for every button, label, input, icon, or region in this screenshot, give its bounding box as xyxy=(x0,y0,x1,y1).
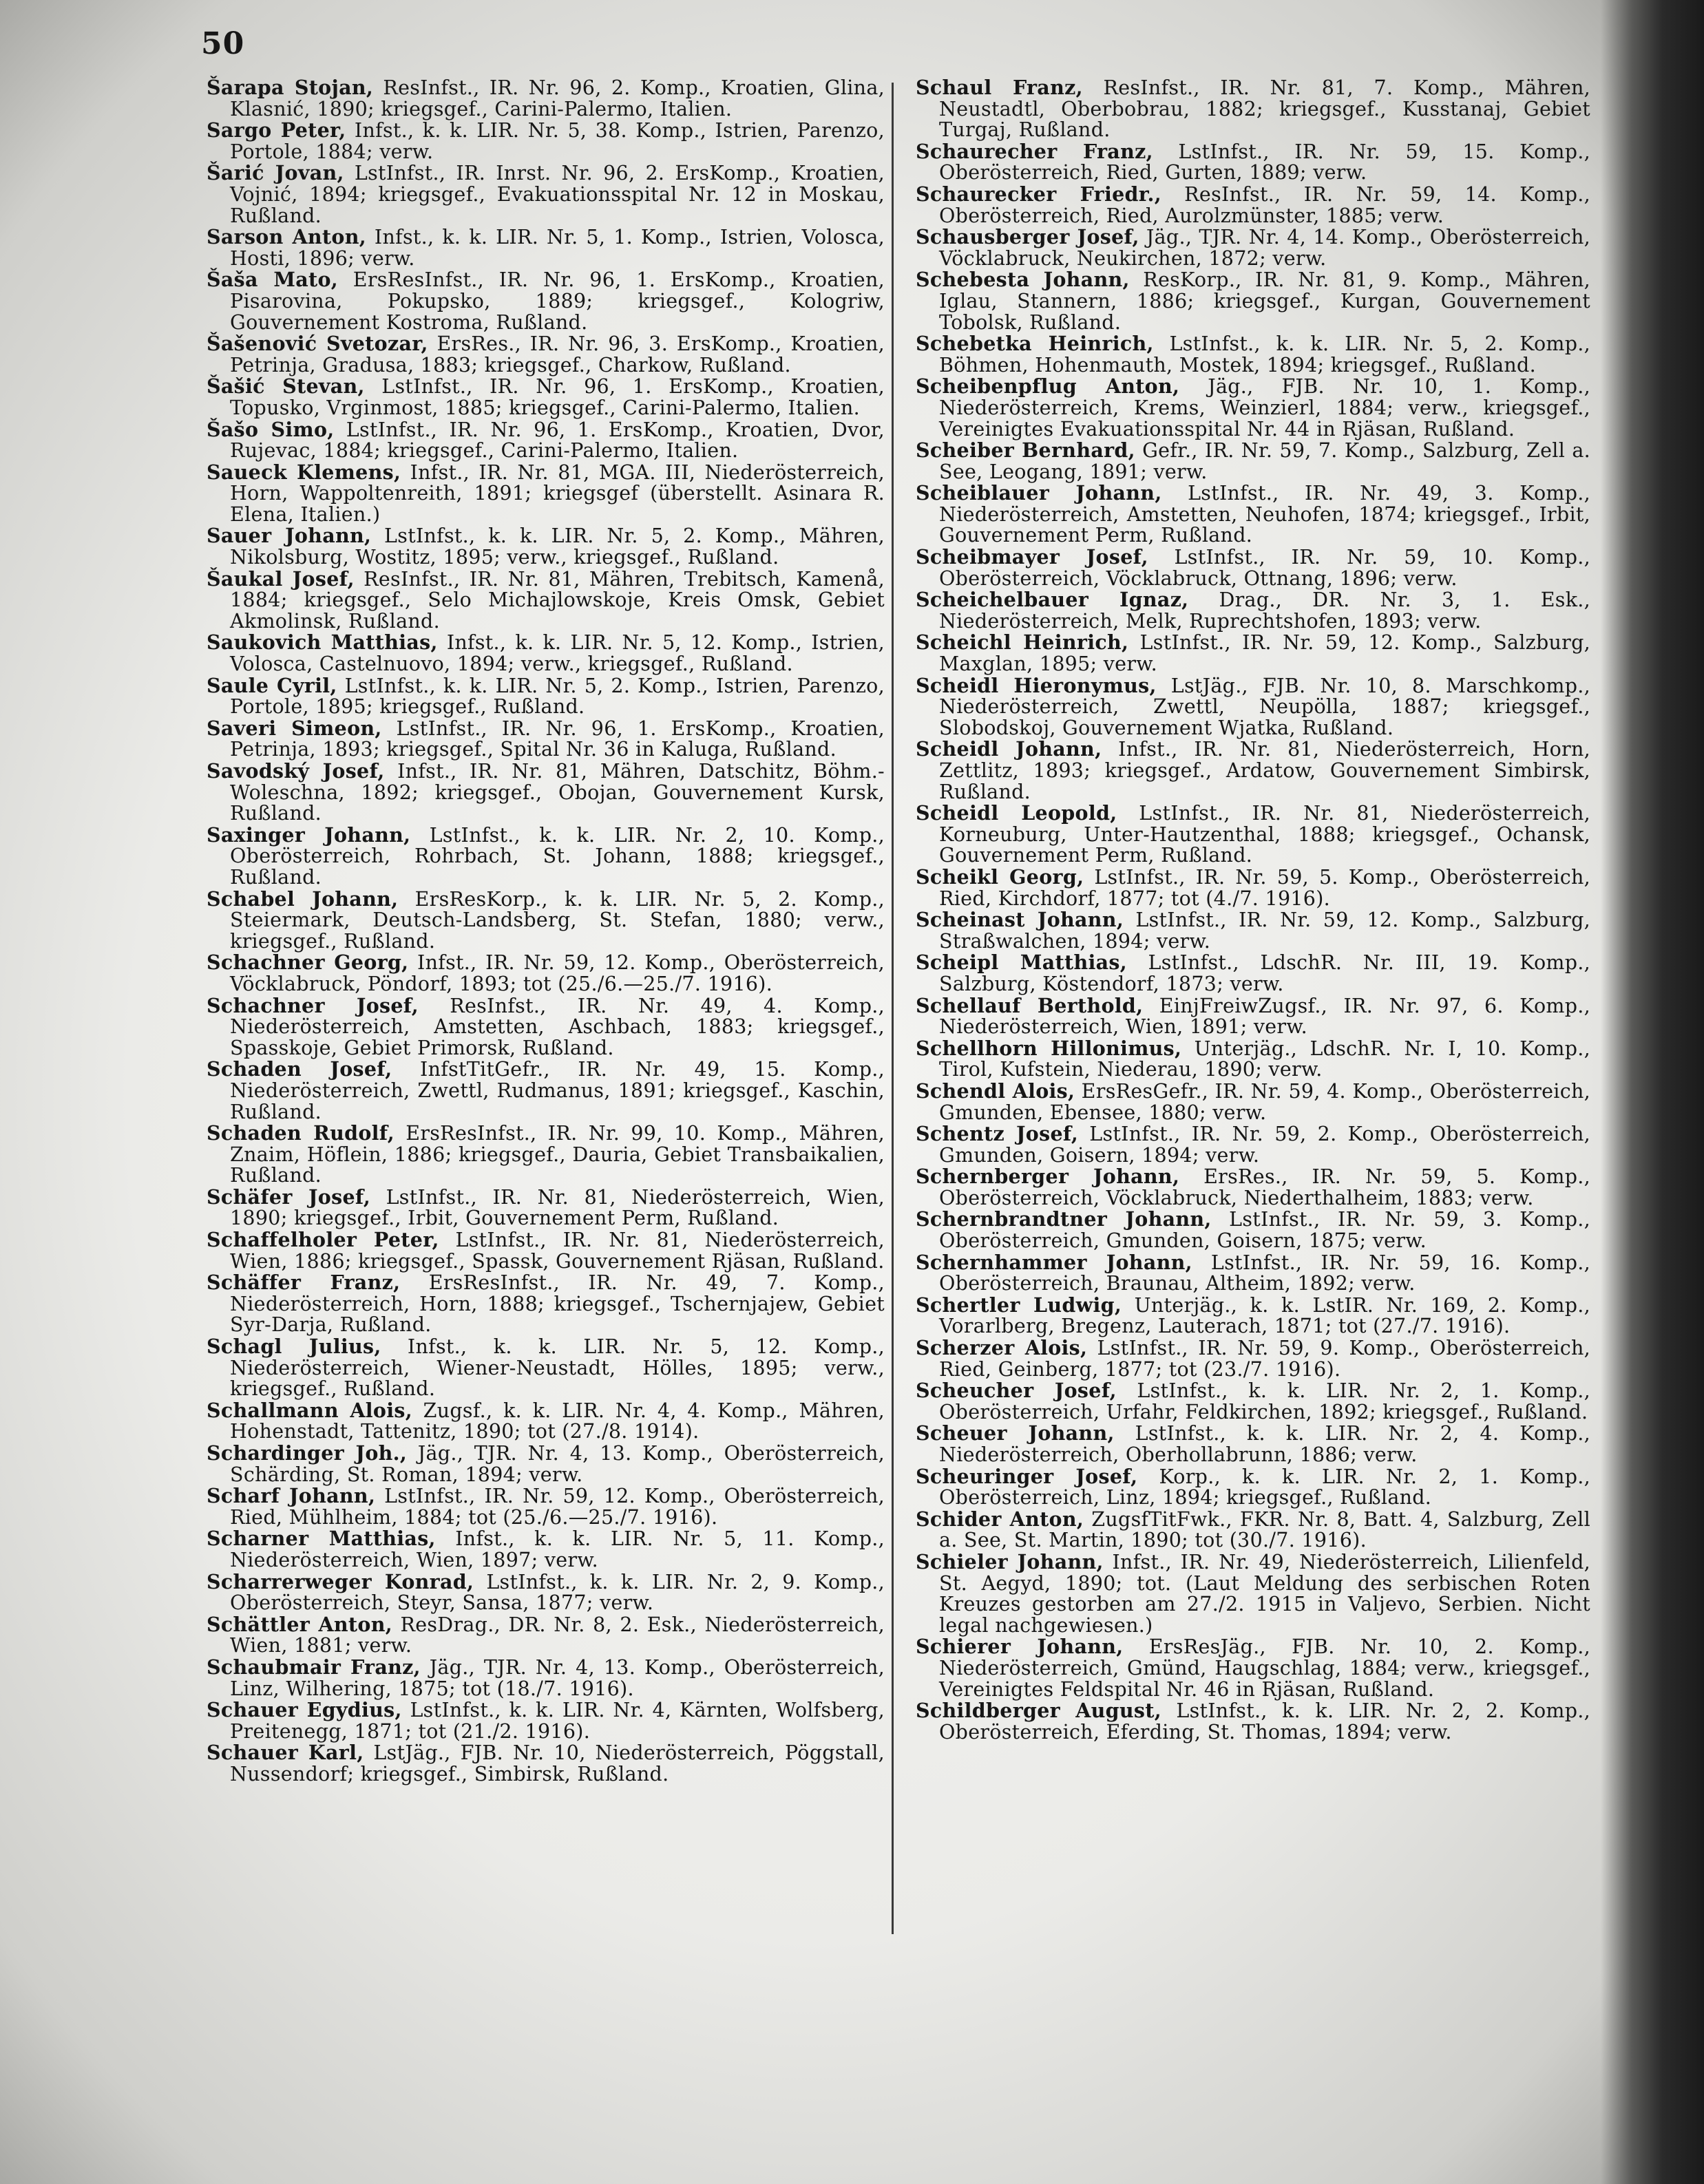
list-entry xyxy=(916,995,1590,1038)
list-entry xyxy=(916,867,1590,909)
entry-details: Infst., k. k. LIR. Nr. 5, 11. Komp., Niederösterreich, Wien, 1897; verw. xyxy=(230,1527,885,1571)
list-entry xyxy=(207,226,885,269)
entry-name: Scheidl Johann, xyxy=(916,737,1102,761)
entry-name: Scheuringer Josef, xyxy=(916,1464,1138,1488)
entry-name: Schauer Egydius, xyxy=(207,1698,402,1722)
entry-details: LstInfst., IR. Nr. 59, 12. Komp., Salzburg, Maxglan, 1895; verw. xyxy=(939,631,1590,676)
list-entry xyxy=(916,141,1590,184)
entry-details: ErsResInfst., IR. Nr. 99, 10. Komp., Mähren, Znaim, Höflein, 1886; kriegsgef., Dauria, Gebiet Transbaikalien, Rußland. xyxy=(230,1122,885,1187)
entry-name: Šaukal Josef, xyxy=(207,566,355,591)
list-entry xyxy=(207,1272,885,1336)
entry-details: ResInfst., IR. Nr. 49, 4. Komp., Niederösterreich, Amstetten, Aschbach, 1883; kriegsgef., Spasskoje, Gebiet Primorsk, Rußland. xyxy=(230,994,885,1059)
entry-name: Schendl Alois, xyxy=(916,1079,1075,1103)
entry-name: Schellauf Berthold, xyxy=(916,993,1144,1017)
entry-details: ZugsfTitFwk., FKR. Nr. 8, Batt. 4, Salzburg, Zell a. See, St. Martin, 1890; tot (30./7. 1916). xyxy=(939,1507,1590,1552)
entry-details: Infst., k. k. LIR. Nr. 5, 1. Komp., Istrien, Volosca, Hosti, 1896; verw. xyxy=(230,226,885,270)
entry-name: Schider Anton, xyxy=(916,1507,1084,1531)
entry-name: Šaša Mato, xyxy=(207,268,338,292)
entry-details: LstInfst., k. k. LIR. Nr. 2, 9. Komp., Oberösterreich, Steyr, Sansa, 1877; verw. xyxy=(230,1570,885,1615)
entry-name: Schabel Johann, xyxy=(207,887,399,911)
entry-details: LstInfst., IR. Nr. 96, 1. ErsKomp., Kroatien, Topusko, Vrginmost, 1885; kriegsgef., Carini-Palermo, Italien. xyxy=(230,375,885,419)
entry-name: Scheichl Heinrich, xyxy=(916,630,1129,655)
list-entry xyxy=(207,419,885,462)
list-entry xyxy=(916,909,1590,952)
entry-name: Schaurecher Franz, xyxy=(916,139,1153,163)
list-entry xyxy=(916,1551,1590,1636)
entry-name: Šašić Stevan, xyxy=(207,374,365,399)
entry-details: LstInfst., IR. Nr. 49, 3. Komp., Niederösterreich, Amstetten, Neuhofen, 1874; kriegsgef., Irbit, Gouvernement Perm, Rußland. xyxy=(939,482,1590,547)
entry-name: Scheipl Matthias, xyxy=(916,951,1127,975)
list-entry xyxy=(207,952,885,995)
entry-name: Savodský Josef, xyxy=(207,759,385,783)
list-entry xyxy=(207,1699,885,1742)
list-entry xyxy=(916,1123,1590,1166)
entry-name: Schertler Ludwig, xyxy=(916,1293,1122,1317)
entry-name: Scherzer Alois, xyxy=(916,1336,1088,1360)
list-entry xyxy=(916,1038,1590,1081)
entry-details: LstInfst., k. k. LIR. Nr. 5, 2. Komp., Istrien, Parenzo, Portole, 1895; kriegsgef., Rußland. xyxy=(230,674,885,719)
entry-name: Schernbrandtner Johann, xyxy=(916,1207,1212,1231)
list-entry xyxy=(207,675,885,718)
list-entry xyxy=(207,1528,885,1571)
entry-details: Infst., IR. Nr. 81, Niederösterreich, Horn, Zettlitz, 1893; kriegsgef., Ardatow, Gouvernement Simbirsk, Rußland. xyxy=(939,738,1591,803)
entry-details: Zugsf., k. k. LIR. Nr. 4, 4. Komp., Mähren, Hohenstadt, Tattenitz, 1890; tot (27./8. 1914). xyxy=(230,1399,885,1443)
entry-details: LstInfst., IR. Nr. 81, Niederösterreich, Wien, 1886; kriegsgef., Spassk, Gouvernement Rjäsan, Rußland. xyxy=(230,1229,885,1273)
list-entry xyxy=(207,162,885,226)
entry-name: Sauer Johann, xyxy=(207,524,372,548)
list-entry xyxy=(207,1443,885,1485)
scan-dark-edge xyxy=(1601,0,1704,2184)
list-entry xyxy=(207,1187,885,1229)
entry-details: LstInfst., k. k. LIR. Nr. 2, 1. Komp., Oberösterreich, Urfahr, Feldkirchen, 1892; kriegsgef., Rußland. xyxy=(939,1379,1591,1423)
entry-name: Schättler Anton, xyxy=(207,1612,392,1636)
entry-details: LstInfst., k. k. LIR. Nr. 5, 2. Komp., Mähren, Nikolsburg, Wostitz, 1895; verw., kriegsgef., Rußland. xyxy=(230,524,885,569)
entry-details: ResInfst., IR. Nr. 81, Mähren, Trebitsch, Kamenå, 1884; kriegsgef., Selo Michajlowskoje, Kreis Omsk, Gebiet Akmolinsk, Rußland. xyxy=(230,567,885,633)
entry-details: LstInfst., k. k. LIR. Nr. 2, 10. Komp., Oberösterreich, Rohrbach, St. Johann, 1888; kriegsgef., Rußland. xyxy=(230,823,885,889)
entry-details: LstInfst., k. k. LIR. Nr. 2, 4. Komp., Niederösterreich, Oberhollabrunn, 1886; verw. xyxy=(939,1422,1591,1466)
entry-details: ResInfst., IR. Nr. 81, 7. Komp., Mähren, Neustadtl, Oberbobrau, 1882; kriegsgef., Kusstanaj, Gebiet Turgaj, Rußland. xyxy=(939,76,1590,142)
entry-name: Scheinast Johann, xyxy=(916,908,1124,932)
entry-details: Unterjäg., LdschR. Nr. I, 10. Komp., Tirol, Kufstein, Niederau, 1890; verw. xyxy=(939,1037,1590,1081)
entry-name: Schaul Franz, xyxy=(916,76,1083,99)
entry-details: LstInfst., IR. Nr. 96, 1. ErsKomp., Kroatien, Dvor, Rujevac, 1884; kriegsgef., Carini-Palermo, Italien. xyxy=(230,418,885,463)
entry-name: Šašo Simo, xyxy=(207,417,335,441)
entry-name: Saule Cyril, xyxy=(207,673,337,697)
entry-name: Schaden Rudolf, xyxy=(207,1121,395,1145)
list-entry xyxy=(207,995,885,1059)
entry-name: Schallmann Alois, xyxy=(207,1398,412,1422)
entry-name: Scheiber Bernhard, xyxy=(916,438,1135,463)
list-entry xyxy=(916,1252,1590,1295)
entry-name: Scheiblauer Johann, xyxy=(916,481,1162,505)
entry-details: Infst., k. k. LIR. Nr. 5, 38. Komp., Istrien, Parenzo, Portole, 1884; verw. xyxy=(230,119,885,163)
entry-details: Drag., DR. Nr. 3, 1. Esk., Niederösterreich, Melk, Ruprechtshofen, 1893; verw. xyxy=(939,589,1591,633)
entry-details: Korp., k. k. LIR. Nr. 2, 1. Komp., Oberösterreich, Linz, 1894; kriegsgef., Rußland. xyxy=(939,1465,1590,1509)
entry-details: Unterjäg., k. k. LstIR. Nr. 169, 2. Komp., Vorarlberg, Bregenz, Lauterach, 1871; tot (27./7. 1916). xyxy=(939,1293,1590,1338)
list-entry xyxy=(916,632,1590,675)
entry-details: LstInfst., IR. Nr. 59, 9. Komp., Oberösterreich, Ried, Geinberg, 1877; tot (23./7. 1916). xyxy=(939,1337,1590,1381)
list-entry xyxy=(207,632,885,675)
entry-name: Schaden Josef, xyxy=(207,1057,392,1081)
list-entry xyxy=(207,120,885,162)
list-entry xyxy=(916,1423,1590,1465)
entry-name: Sarson Anton, xyxy=(207,225,366,249)
list-entry xyxy=(207,1657,885,1699)
entry-details: Jäg., FJB. Nr. 10, 1. Komp., Niederösterreich, Krems, Weinzierl, 1884; verw., kriegsgef., Vereinigtes Evakuationsspital Nr. 44 in Rjäsan, Rußland. xyxy=(939,375,1590,441)
list-entry xyxy=(916,1166,1590,1209)
entry-name: Sargo Peter, xyxy=(207,118,346,142)
entry-details: Jäg., TJR. Nr. 4, 13. Komp., Oberösterreich, Schärding, St. Roman, 1894; verw. xyxy=(230,1442,885,1486)
entry-details: ErsResJäg., FJB. Nr. 10, 2. Komp., Niederösterreich, Gmünd, Haugschlag, 1884; verw., kriegsgef., Vereinigtes Feldspital Nr. 46 in Rjäsan, Rußland. xyxy=(939,1635,1591,1701)
list-entry xyxy=(916,1209,1590,1251)
entry-name: Schellhorn Hillonimus, xyxy=(916,1036,1182,1060)
entry-name: Scheikl Georg, xyxy=(916,865,1084,889)
entry-name: Scheichelbauer Ignaz, xyxy=(916,588,1189,612)
list-entry xyxy=(207,566,885,633)
entry-name: Saveri Simeon, xyxy=(207,716,382,740)
entry-name: Schachner Josef, xyxy=(207,993,419,1017)
entry-details: ResInfst., IR. Nr. 59, 14. Komp., Oberösterreich, Ried, Aurolzmünster, 1885; verw. xyxy=(939,182,1590,227)
entry-name: Saueck Klemens, xyxy=(207,460,401,484)
entry-details: LstInfst., IR. Nr. 81, Niederösterreich, Korneuburg, Unter-Hautzenthal, 1888; kriegsgef., Ochansk, Gouvernement Perm, Rußland. xyxy=(939,802,1590,867)
entry-details: Infst., IR. Nr. 81, Mähren, Datschitz, Böhm.-Woleschna, 1892; kriegsgef., Obojan, Gouvernement Kursk, Rußland. xyxy=(230,760,885,825)
list-entry xyxy=(916,803,1590,867)
entry-details: LstInfst., IR. Nr. 59, 15. Komp., Oberösterreich, Ried, Gurten, 1889; verw. xyxy=(939,140,1591,184)
entry-name: Schardinger Joh., xyxy=(207,1441,408,1465)
list-entry xyxy=(207,1742,885,1785)
list-entry xyxy=(916,589,1590,632)
list-entry xyxy=(207,1614,885,1657)
list-entry xyxy=(916,440,1590,483)
entry-name: Scheuer Johann, xyxy=(916,1421,1115,1445)
entry-details: LstJäg., FJB. Nr. 10, Niederösterreich, Pöggstall, Nussendorf; kriegsgef., Simbirsk, Rußland. xyxy=(230,1741,885,1785)
list-entry xyxy=(207,1229,885,1272)
list-entry xyxy=(916,77,1590,141)
entry-details: LstInfst., k. k. LIR. Nr. 4, Kärnten, Wolfsberg, Preitenegg, 1871; tot (21./2. 1916). xyxy=(230,1699,885,1743)
entry-details: LstInfst., LdschR. Nr. III, 19. Komp., Salzburg, Köstendorf, 1873; verw. xyxy=(939,951,1590,995)
list-entry xyxy=(207,525,885,568)
list-entry xyxy=(916,376,1590,440)
entry-details: Jäg., TJR. Nr. 4, 13. Komp., Oberösterreich, Linz, Wilhering, 1875; tot (18./7. 1916). xyxy=(230,1655,885,1700)
left-column xyxy=(207,77,885,1785)
entry-details: LstInfst., IR. Nr. 96, 1. ErsKomp., Kroatien, Petrinja, 1893; kriegsgef., Spital Nr. 36 in Kaluga, Rußland. xyxy=(230,717,885,761)
entry-name: Scharner Matthias, xyxy=(207,1527,436,1551)
page-number: 50 xyxy=(201,26,245,61)
list-entry xyxy=(207,333,885,376)
entry-details: LstInfst., k. k. LIR. Nr. 2, 2. Komp., Oberösterreich, Eferding, St. Thomas, 1894; verw. xyxy=(939,1699,1590,1743)
list-entry xyxy=(916,1700,1590,1743)
entry-name: Schaffelholer Peter, xyxy=(207,1228,439,1252)
entry-name: Scheidl Leopold, xyxy=(916,801,1117,825)
list-entry xyxy=(207,1336,885,1400)
entry-details: ResDrag., DR. Nr. 8, 2. Esk., Niederösterreich, Wien, 1881; verw. xyxy=(230,1613,885,1657)
entry-details: Infst., k. k. LIR. Nr. 5, 12. Komp., Istrien, Volosca, Castelnuovo, 1894; verw., kriegsgef., Rußland. xyxy=(230,631,885,676)
list-entry xyxy=(207,718,885,761)
entry-name: Schäffer Franz, xyxy=(207,1271,401,1295)
column-divider xyxy=(892,83,894,1934)
entry-name: Schentz Josef, xyxy=(916,1122,1079,1146)
list-entry xyxy=(207,1123,885,1187)
entry-name: Schauer Karl, xyxy=(207,1741,364,1765)
list-entry xyxy=(207,1059,885,1123)
entry-name: Schäfer Josef, xyxy=(207,1185,371,1209)
list-entry xyxy=(916,547,1590,589)
list-entry xyxy=(916,675,1590,739)
list-entry xyxy=(916,1509,1590,1551)
entry-details: Infst., IR. Nr. 81, MGA. III, Niederösterreich, Horn, Wappoltenreith, 1891; kriegsgef (überstellt. Asinara R. Elena, Italien.) xyxy=(230,460,885,526)
list-entry xyxy=(207,1400,885,1443)
entry-details: EinjFreiwZugsf., IR. Nr. 97, 6. Komp., Niederösterreich, Wien, 1891; verw. xyxy=(939,994,1590,1039)
entry-name: Šašenović Svetozar, xyxy=(207,332,428,356)
entry-details: LstJäg., FJB. Nr. 10, 8. Marschkomp., Niederösterreich, Zwettl, Neupölla, 1887; kriegsgef., Slobodskoj, Gouvernement Wjatka, Rußland. xyxy=(939,674,1590,739)
list-entry xyxy=(916,1380,1590,1423)
entry-name: Saxinger Johann, xyxy=(207,823,411,847)
entry-details: ResKorp., IR. Nr. 81, 9. Komp., Mähren, Iglau, Stannern, 1886; kriegsgef., Kurgan, Gouvernement Tobolsk, Rußland. xyxy=(939,268,1591,334)
entry-details: ErsResGefr., IR. Nr. 59, 4. Komp., Oberösterreich, Gmunden, Ebensee, 1880; verw. xyxy=(939,1079,1590,1124)
entry-details: Jäg., TJR. Nr. 4, 14. Komp., Oberösterreich, Vöcklabruck, Neukirchen, 1872; verw. xyxy=(939,226,1591,270)
entry-details: LstInfst., IR. Inrst. Nr. 96, 2. ErsKomp., Kroatien, Vojnić, 1894; kriegsgef., Evakuationsspital Nr. 12 in Moskau, Rußland. xyxy=(230,162,885,227)
entry-details: ErsRes., IR. Nr. 96, 3. ErsKomp., Kroatien, Petrinja, Gradusa, 1883; kriegsgef., Charkow, Rußland. xyxy=(230,332,885,377)
entry-name: Schildberger August, xyxy=(916,1699,1161,1723)
entry-name: Scheidl Hieronymus, xyxy=(916,673,1157,697)
entry-name: Schernberger Johann, xyxy=(916,1165,1180,1189)
list-entry xyxy=(916,269,1590,333)
entry-details: LstInfst., IR. Nr. 81, Niederösterreich, Wien, 1890; kriegsgef., Irbit, Gouvernement Perm, Rußland. xyxy=(230,1185,885,1230)
entry-name: Saukovich Matthias, xyxy=(207,630,438,655)
entry-details: LstInfst., IR. Nr. 59, 12. Komp., Salzburg, Straßwalchen, 1894; verw. xyxy=(939,909,1590,953)
entry-name: Schachner Georg, xyxy=(207,951,409,975)
list-entry xyxy=(207,1571,885,1614)
entry-name: Scheucher Josef, xyxy=(916,1379,1117,1403)
entry-name: Scharf Johann, xyxy=(207,1484,376,1508)
entry-details: ErsRes., IR. Nr. 59, 5. Komp., Oberösterreich, Vöcklabruck, Niederthalheim, 1883; verw. xyxy=(939,1165,1590,1209)
entry-details: InfstTitGefr., IR. Nr. 49, 15. Komp., Niederösterreich, Zwettl, Rudmanus, 1891; kriegsgef., Kaschin, Rußland. xyxy=(230,1058,885,1123)
right-column xyxy=(916,77,1590,1743)
list-entry xyxy=(916,184,1590,226)
entry-details: Infst., IR. Nr. 49, Niederösterreich, Lilienfeld, St. Aegyd, 1890; tot. (Laut Meldung des serbischen Roten Kreuzes gestorben am 27./2. 1915 in Valjevo, Serbien. Nicht legal nachgewiesen.) xyxy=(939,1550,1591,1637)
entry-details: LstInfst., IR. Nr. 59, 16. Komp., Oberösterreich, Braunau, Altheim, 1892; verw. xyxy=(939,1251,1591,1295)
list-entry xyxy=(916,1466,1590,1509)
entry-name: Schebesta Johann, xyxy=(916,268,1130,292)
list-entry xyxy=(916,1295,1590,1337)
entry-details: LstInfst., k. k. LIR. Nr. 5, 2. Komp., Böhmen, Hohenmauth, Mostek, 1894; kriegsgef., Rußland. xyxy=(939,332,1591,377)
list-entry xyxy=(207,376,885,418)
list-entry xyxy=(207,825,885,889)
entry-name: Šarić Jovan, xyxy=(207,161,344,185)
entry-details: Infst., k. k. LIR. Nr. 5, 12. Komp., Niederösterreich, Wiener-Neustadt, Hölles, 1895; verw., kriegsgef., Rußland. xyxy=(230,1335,885,1401)
entry-details: Gefr., IR. Nr. 59, 7. Komp., Salzburg, Zell a. See, Leogang, 1891; verw. xyxy=(939,439,1590,483)
entry-name: Scheibmayer Josef, xyxy=(916,545,1148,569)
entry-name: Schernhammer Johann, xyxy=(916,1250,1192,1274)
entry-details: ErsResKorp., k. k. LIR. Nr. 5, 2. Komp., Steiermark, Deutsch-Landsberg, St. Stefan, 1880; verw., kriegsgef., Rußland. xyxy=(230,887,885,953)
list-entry xyxy=(916,1636,1590,1700)
entry-name: Scheibenpflug Anton, xyxy=(916,374,1180,399)
entry-details: LstInfst., IR. Nr. 59, 2. Komp., Oberösterreich, Gmunden, Goisern, 1894; verw. xyxy=(939,1123,1590,1167)
entry-details: ErsResInfst., IR. Nr. 96, 1. ErsKomp., Kroatien, Pisarovina, Pokupsko, 1889; kriegsgef., Kologriw, Gouvernement Kostroma, Rußland. xyxy=(230,268,885,334)
entry-name: Schebetka Heinrich, xyxy=(916,332,1154,356)
list-entry xyxy=(916,226,1590,269)
list-entry xyxy=(916,333,1590,376)
entry-name: Schagl Julius, xyxy=(207,1335,381,1359)
entry-details: LstInfst., IR. Nr. 59, 3. Komp., Oberösterreich, Gmunden, Goisern, 1875; verw. xyxy=(939,1208,1590,1253)
list-entry xyxy=(207,269,885,333)
entry-name: Schaubmair Franz, xyxy=(207,1655,421,1679)
list-entry xyxy=(916,1337,1590,1380)
list-entry xyxy=(916,1081,1590,1123)
entry-details: ResInfst., IR. Nr. 96, 2. Komp., Kroatien, Glina, Klasnić, 1890; kriegsgef., Carini-Palermo, Italien. xyxy=(230,76,885,120)
entry-name: Šarapa Stojan, xyxy=(207,76,374,99)
list-entry xyxy=(207,1485,885,1528)
entry-details: LstInfst., IR. Nr. 59, 5. Komp., Oberösterreich, Ried, Kirchdorf, 1877; tot (4./7. 1916). xyxy=(939,865,1590,910)
entry-name: Schaurecker Friedr., xyxy=(916,182,1161,206)
entry-details: LstInfst., IR. Nr. 59, 12. Komp., Oberösterreich, Ried, Mühlheim, 1884; tot (25./6.—25./7. 1916). xyxy=(230,1485,885,1529)
entry-name: Scharrerweger Konrad, xyxy=(207,1569,474,1593)
entry-details: Infst., IR. Nr. 59, 12. Komp., Oberösterreich, Vöcklabruck, Pöndorf, 1893; tot (25./6.—25./7. 1916). xyxy=(230,951,885,995)
entry-name: Schieler Johann, xyxy=(916,1549,1104,1573)
entry-details: LstInfst., IR. Nr. 59, 10. Komp., Oberösterreich, Vöcklabruck, Ottnang, 1896; verw. xyxy=(939,546,1590,590)
entry-name: Schierer Johann, xyxy=(916,1635,1124,1659)
list-entry xyxy=(916,739,1590,803)
list-entry xyxy=(207,889,885,953)
list-entry xyxy=(207,77,885,120)
list-entry xyxy=(207,462,885,526)
list-entry xyxy=(207,761,885,825)
list-entry xyxy=(916,483,1590,547)
list-entry xyxy=(916,952,1590,995)
entry-details: ErsResInfst., IR. Nr. 49, 7. Komp., Niederösterreich, Horn, 1888; kriegsgef., Tschernjajew, Gebiet Syr-Darja, Rußland. xyxy=(230,1271,885,1337)
entry-name: Schausberger Josef, xyxy=(916,225,1139,249)
